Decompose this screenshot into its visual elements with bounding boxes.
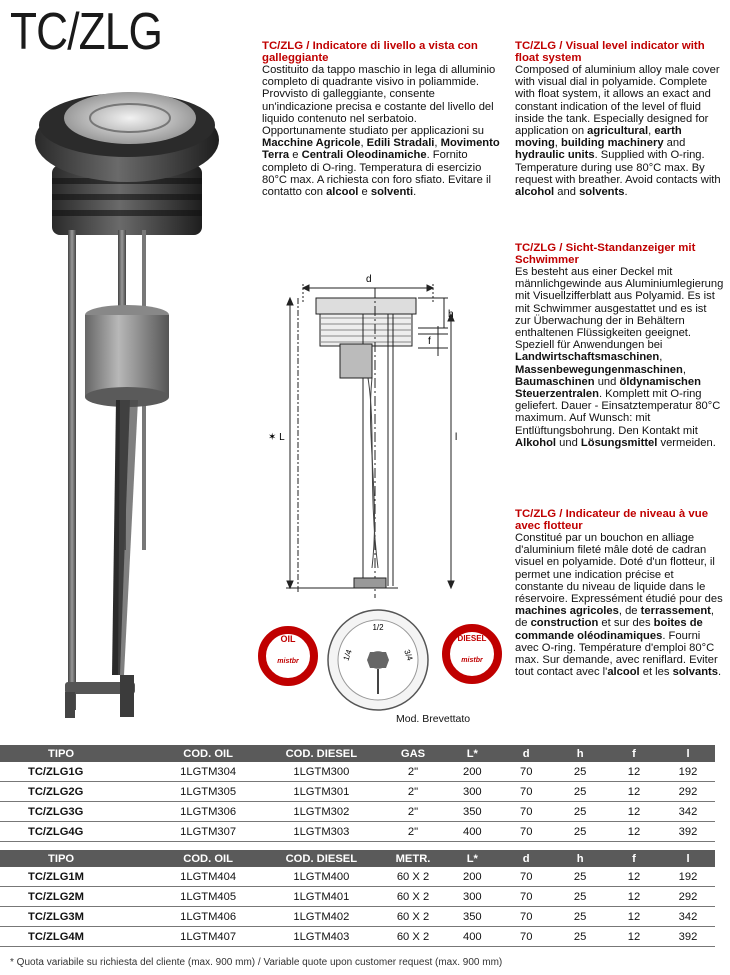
- col-header: GAS: [381, 745, 446, 762]
- label-d: d: [366, 274, 372, 285]
- table-row: TC/ZLG1M 1LGTM404 1LGTM400 60 X 2 200 70 25 12 192: [0, 867, 715, 887]
- table-header-row: [0, 850, 715, 867]
- body-english: Composed of aluminium alloy male cover with visual dial in polyamide. Complete with float system, it allows an exact and constant indication of the level of fluid inside the tank. Especially designed for application on agricultural, earth moving, building machinery and hydraulic units. Supplied with O-ring. Temperature during use 80°C max. By request with breather. Avoid contacts with alcohol and solvents.: [515, 64, 721, 199]
- description-italian: [262, 40, 502, 198]
- heading-english: TC/ZLG / Visual level indicator with float system: [515, 40, 705, 64]
- col-header: d: [499, 745, 553, 762]
- col-header: METR.: [381, 850, 446, 867]
- col-header: L*: [445, 850, 499, 867]
- table-row: TC/ZLG2M 1LGTM405 1LGTM401 60 X 2 300 70 25 12 292: [0, 887, 715, 907]
- product-photo: [20, 70, 245, 735]
- col-header: l: [661, 745, 715, 762]
- col-header: COD. DIESEL: [262, 745, 381, 762]
- description-french: [515, 508, 725, 678]
- dial-quarter: 1/4: [341, 648, 354, 662]
- label-L: ✶ L: [268, 432, 285, 443]
- spec-table-metric: [0, 850, 715, 947]
- label-f: f: [428, 336, 431, 347]
- col-header: l: [661, 850, 715, 867]
- body-french: Constitué par un bouchon en alliage d'aluminium fileté mâle doté de cadran visuel en polyamide. Doté d'un flotteur, il permet une indication précise et constante du niveau de liquide dans le réservoire. Expressément étudié pour des machines agricoles, de terrassement, de construction et sur des boites de commande oléodinamiques. Fourni avec O-ring. Température d'emploi 80°C max. Sur demande, avec reniflard. Eviter tout contact avec l'alcool et les solvants.: [515, 532, 723, 679]
- dial-three-quarter: 3/4: [402, 648, 415, 662]
- heading-italian: TC/ZLG / Indicatore di livello a vista con galleggiante: [262, 40, 478, 64]
- diesel-label: DIESEL: [457, 634, 487, 643]
- col-header: TIPO: [0, 850, 154, 867]
- col-header: f: [607, 850, 661, 867]
- dial-half: 1/2: [372, 623, 384, 632]
- col-header: L*: [445, 745, 499, 762]
- dial-badges: [258, 608, 508, 713]
- table-row: TC/ZLG3M 1LGTM406 1LGTM402 60 X 2 350 70 25 12 342: [0, 907, 715, 927]
- heading-german: TC/ZLG / Sicht-Standanzeiger mit Schwimmer: [515, 242, 696, 266]
- col-header: d: [499, 850, 553, 867]
- footnote: * Quota variabile su richiesta del cliente (max. 900 mm) / Variable quote upon customer request (max. 900 mm): [10, 957, 503, 968]
- table-row: TC/ZLG4G 1LGTM307 1LGTM303 2" 400 70 25 12 392: [0, 822, 715, 842]
- label-l: l: [455, 432, 458, 443]
- body-german: Es besteht aus einer Deckel mit männlichgewinde aus Aluminiumlegierung mit Visuellzifferblatt aus Polyamid. Es ist mit Schwimmer ausgestattet und es ist zur Überwachung der in Behältern enthaltenen Flüssigkeiten geeignet. Speziell für Anwendungen bei Landwirtschaftsmaschinen, Massenbewegungenmaschinen, Baumaschinen und öldynamischen Steuerzentralen. Komplett mit O-ring geliefert. Dauer - Einsatztemperatur 80°C maximum. Auf Wunsch: mit Entlüftungsbohrung. Den Kontakt mit Alkohol und Lösungsmittel vermeiden.: [515, 266, 724, 449]
- oil-brand: mistbr: [277, 658, 299, 665]
- table-header-row: [0, 745, 715, 762]
- col-header: h: [553, 850, 607, 867]
- oil-label: OIL: [280, 634, 296, 644]
- table-row: TC/ZLG1G 1LGTM304 1LGTM300 2" 200 70 25 12 192: [0, 762, 715, 782]
- label-h: h: [448, 309, 454, 320]
- body-italian: Costituito da tappo maschio in lega di alluminio completo di quadrante visivo in poliammide. Provvisto di galleggiante, consente un'indicazione precisa e costante del livello del liquido contenuto nel serbatoio. Opportunamente studiato per applicazioni su Macchine Agricole, Edili Stradali, Movimento Terra e Centrali Oleodinamiche. Fornito completo di O-ring. Temperatura di esercizio 80°C max. A richiesta con foro sfiato. Evitare il contatto con alcool e solventi.: [262, 64, 500, 199]
- col-header: h: [553, 745, 607, 762]
- spec-table-gas: [0, 745, 715, 842]
- table-row: TC/ZLG2G 1LGTM305 1LGTM301 2" 300 70 25 12 292: [0, 782, 715, 802]
- patent-note: Mod. Brevettato: [396, 713, 471, 725]
- col-header: f: [607, 745, 661, 762]
- diesel-brand: mistbr: [461, 657, 483, 664]
- table-row: TC/ZLG4M 1LGTM407 1LGTM403 60 X 2 400 70 25 12 392: [0, 927, 715, 947]
- page-title: TC/ZLG: [10, 3, 163, 61]
- col-header: TIPO: [0, 745, 154, 762]
- heading-french: TC/ZLG / Indicateur de niveau à vue avec flotteur: [515, 508, 709, 532]
- technical-drawing: [268, 268, 483, 608]
- table-row: TC/ZLG3G 1LGTM306 1LGTM302 2" 350 70 25 12 342: [0, 802, 715, 822]
- description-english: [515, 40, 725, 198]
- col-header: COD. OIL: [154, 745, 262, 762]
- col-header: COD. OIL: [154, 850, 262, 867]
- description-german: [515, 242, 725, 449]
- col-header: COD. DIESEL: [262, 850, 381, 867]
